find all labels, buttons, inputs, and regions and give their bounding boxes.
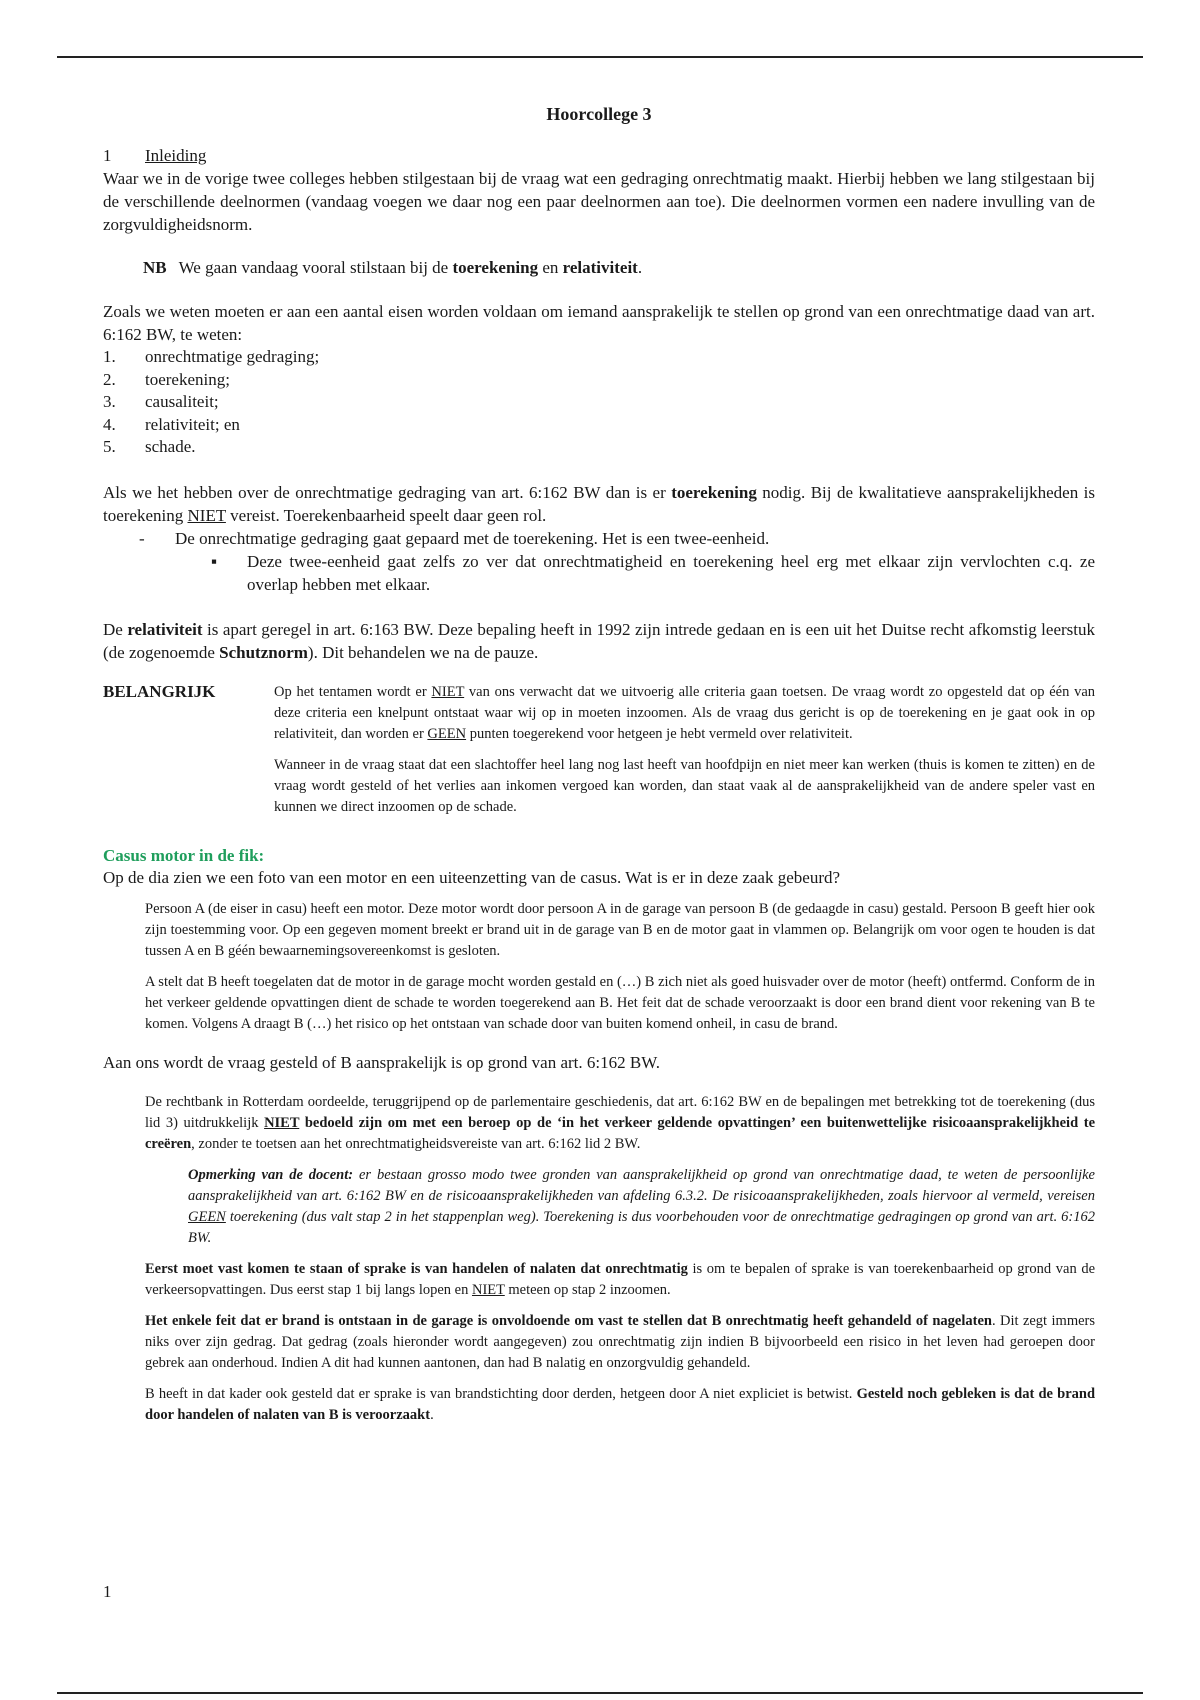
belangrijk-paragraph: Wanneer in de vraag staat dat een slachtoffer heel lang nog last heeft van hoofdpijn en niet meer kan werken (thuis is komen te zitten) en de vraag wordt gesteld of het verlies aan inkomen vergoed kan worden, dan staat vaak al de aansprakelijkheid van de andere speler vast en kunnen we direct inzoomen op de schade. bbox=[274, 756, 1095, 815]
footer-rule bbox=[57, 1692, 1143, 1694]
belangrijk-block bbox=[103, 682, 1095, 828]
nb-text: We gaan vandaag vooral stilstaan bij de bbox=[178, 258, 453, 277]
dash-bullet bbox=[139, 527, 1095, 550]
text-run: De bbox=[103, 619, 128, 639]
section-title: Inleiding bbox=[145, 146, 207, 165]
bold-run: relativiteit bbox=[127, 619, 203, 639]
section-number: 1 bbox=[103, 146, 112, 165]
nb-tag: NB bbox=[143, 258, 167, 277]
casus-paragraph: A stelt dat B heeft toegelaten dat de motor in de garage mocht worden gestald en (…) B zich niet als goed huisvader over de motor (heeft) ontfermd. Conform de in het verkeer geldende opvattingen dient de schade te worden toegerekend aan B. Het feit dat de schade veroorzaakt is door een brand dient voor rekening van B te komen. Volgens A draagt B (…) het risico op het ontstaan van schade door van buiten komend onheil, in casu de brand. bbox=[145, 973, 1095, 1032]
bullet-text: Deze twee-eenheid gaat zelfs zo ver dat onrechtmatigheid en toerekening heel erg met elkaar zijn vervlochten c.q. ze overlap hebben met elkaar. bbox=[247, 551, 1095, 594]
text-run: , zonder te toetsen aan het onrechtmatigheidsvereiste van art. 6:162 lid 2 BW. bbox=[191, 1135, 641, 1152]
casus-heading: Casus motor in de fik: bbox=[103, 845, 265, 865]
text-run: Op het tentamen wordt er bbox=[274, 683, 432, 700]
text-run: nodig. Bij de kwalitatieve aansprakelijkheden is toerekening bbox=[103, 482, 1095, 525]
belangrijk-paragraph bbox=[274, 682, 1095, 745]
belangrijk-body bbox=[274, 682, 1095, 828]
eerst-paragraph bbox=[145, 1259, 1095, 1301]
text-run: . bbox=[430, 1406, 434, 1423]
nb-bold-relativiteit: relativiteit bbox=[562, 258, 638, 277]
list-item bbox=[103, 346, 1095, 369]
nb-period: . bbox=[637, 258, 643, 277]
text-run: punten toegerekend voor hetgeen je hebt vermeld over relativiteit. bbox=[466, 725, 853, 742]
opmerking-paragraph bbox=[188, 1165, 1095, 1249]
list-item bbox=[103, 369, 1095, 392]
relativiteit-paragraph bbox=[103, 618, 1095, 664]
text-run: er bestaan grosso modo twee gronden van aansprakelijkheid op grond van onrechtmatige daad, te weten de persoonlijke aansprakelijkheid van art. 6:162 BW en de risicoaansprakelijkheden van afdeling 6.3.2. De risicoaansprakelijkheden, zoals hiervoor al vermeld, vereisen bbox=[188, 1166, 1095, 1204]
text-run: meteen op stap 2 inzoomen. bbox=[504, 1281, 671, 1298]
text-run: ). Dit behandelen we na de pauze. bbox=[307, 642, 539, 662]
square-bullet-icon: ▪ bbox=[211, 551, 218, 571]
nb-note bbox=[143, 258, 1095, 278]
text-run: Als we het hebben over de onrechtmatige gedraging van art. 6:162 BW dan is er bbox=[103, 482, 672, 502]
casus-quote bbox=[145, 899, 1095, 1035]
bold-run: toerekening bbox=[671, 482, 757, 502]
enkele-paragraph bbox=[145, 1311, 1095, 1374]
underlined-run: NIET bbox=[471, 1281, 505, 1298]
list-text: toerekening; bbox=[145, 369, 230, 389]
bold-run: bedoeld zijn om met een beroep op de ‘in het verkeer geldende opvattingen’ een buitenwettelijke risicoaansprakelijkheid te creëren bbox=[145, 1114, 1096, 1152]
list-item bbox=[103, 414, 1095, 437]
list-text: onrechtmatige gedraging; bbox=[145, 347, 320, 366]
casus-intro: Op de dia zien we een foto van een motor en een uiteenzetting van de casus. Wat is er in deze zaak gebeurd? bbox=[103, 867, 841, 887]
list-number: 5. bbox=[103, 437, 116, 456]
text-run: vereist. Toerekenbaarheid speelt daar geen rol. bbox=[225, 505, 547, 525]
underlined-run: GEEN bbox=[427, 725, 467, 742]
list-number: 1. bbox=[103, 347, 116, 366]
text-run: toerekening (dus valt stap 2 in het stappenplan weg). Toerekening is dus voorbehouden voor de onrechtmatige gedragingen op grond van art. 6:162 BW. bbox=[188, 1208, 1095, 1246]
opmerking-label: Opmerking van de docent: bbox=[188, 1166, 354, 1183]
list-item bbox=[103, 391, 1095, 414]
list-number: 2. bbox=[103, 369, 116, 389]
requirements-intro: Zoals we weten moeten er aan een aantal eisen worden voldaan om iemand aansprakelijk te stellen op grond van een onrechtmatige daad van art. 6:162 BW, te weten: bbox=[103, 302, 1095, 344]
analysis-block-2 bbox=[145, 1259, 1095, 1426]
text-run: is apart geregel in art. 6:163 BW. Deze bepaling heeft in 1992 zijn intrede gedaan en is een uit het Duitse recht afkomstig leerstuk (de zogenoemde bbox=[103, 619, 1095, 662]
list-number: 3. bbox=[103, 392, 116, 411]
toerekening-paragraph bbox=[103, 481, 1095, 527]
analysis-block bbox=[145, 1092, 1095, 1155]
belangrijk-label: BELANGRIJK bbox=[103, 681, 216, 701]
list-number: 4. bbox=[103, 414, 116, 434]
underlined-run: NIET bbox=[431, 683, 465, 700]
underlined-run: NIET bbox=[187, 505, 226, 525]
text-run: is om te bepalen of sprake is van toerekenbaarheid op grond van de verkeersopvattingen. Dus eerst stap 1 bij langs lopen en bbox=[145, 1260, 1095, 1298]
bold-run: Het enkele feit dat er brand is ontstaan in de garage is onvoldoende om vast te stellen dat B onrechtmatig heeft gehandeld of nagelaten bbox=[145, 1312, 992, 1329]
bold-underlined-run: NIET bbox=[264, 1114, 300, 1131]
document-page bbox=[103, 104, 1095, 1436]
list-text: causaliteit; bbox=[145, 392, 219, 411]
text-run: van ons verwacht dat we uitvoerig alle criteria gaan toetsen. De vraag wordt zo opgesteld dat op één van deze criteria een knelpunt ontstaat waar wij op in moeten inzoomen. Als de vraag dus gericht is op de toerekening en je gaat ook in op relativiteit, dan worden er bbox=[274, 683, 1096, 742]
requirements-list bbox=[103, 346, 1095, 459]
underlined-run: GEEN bbox=[188, 1208, 226, 1225]
section-heading bbox=[103, 145, 1095, 167]
document-title: Hoorcollege 3 bbox=[546, 104, 652, 124]
nb-bold-toerekening: toerekening bbox=[452, 258, 539, 277]
brandstichting-paragraph bbox=[145, 1384, 1095, 1426]
list-text: schade. bbox=[145, 437, 196, 456]
list-item bbox=[103, 436, 1095, 459]
dash-marker: - bbox=[139, 528, 145, 548]
intro-paragraph: Waar we in de vorige twee colleges hebben stilgestaan bij de vraag wat een gedraging onrechtmatig maakt. Hierbij hebben we lang stilgestaan bij de verschillende deelnormen (vandaag voegen we daar nog een paar deelnormen aan toe). Die deelnormen vormen een nadere invulling van de zorgvuldigheidsnorm. bbox=[103, 169, 1095, 234]
bold-run: Gesteld noch gebleken is dat de brand door handelen of nalaten van B is veroorzaakt bbox=[145, 1385, 1096, 1423]
nb-text-and: en bbox=[538, 258, 563, 277]
bold-run: Schutznorm bbox=[219, 642, 308, 662]
header-rule bbox=[57, 56, 1143, 58]
text-run: . Dit zegt immers niks over zijn gedrag. Dat gedrag (zoals hieronder wordt aangegeven) zou onrechtmatig zijn indien B bijvoorbeeld een risico in het leven had geroepen door gebrek aan onderhoud. Indien A dit had kunnen aantonen, dan had B nalatig en onzorgvuldig gehandeld. bbox=[145, 1312, 1095, 1371]
text-run: B heeft in dat kader ook gesteld dat er sprake is van brandstichting door derden, hetgeen door A niet expliciet is betwist. bbox=[145, 1385, 857, 1402]
list-text: relativiteit; en bbox=[145, 414, 240, 434]
rechtbank-paragraph bbox=[145, 1092, 1095, 1155]
square-bullet bbox=[211, 550, 1095, 596]
opmerking-block bbox=[188, 1165, 1095, 1249]
bold-run: Eerst moet vast komen te staan of sprake is van handelen of nalaten dat onrechtmatig bbox=[145, 1260, 688, 1277]
casus-paragraph: Persoon A (de eiser in casu) heeft een motor. Deze motor wordt door persoon A in de garage van persoon B (de gedaagde in casu) gestald. Persoon B geeft hier ook zijn toestemming voor. Op een gegeven moment breekt er brand uit in de garage van B en de motor gaat in vlammen op. Belangrijk om voor ogen te houden is dat tussen A en B géén bewaarnemingsovereenkomst is gesloten. bbox=[145, 900, 1095, 959]
casus-question: Aan ons wordt de vraag gesteld of B aansprakelijk is op grond van art. 6:162 BW. bbox=[103, 1052, 660, 1072]
bullet-text: De onrechtmatige gedraging gaat gepaard met de toerekening. Het is een twee-eenheid. bbox=[175, 528, 770, 548]
page-number: 1 bbox=[103, 1582, 112, 1601]
text-run: De rechtbank in Rotterdam oordeelde, teruggrijpend op de parlementaire geschiedenis, dat art. 6:162 BW en de bepalingen met betrekking tot de toerekening (dus lid 3) uitdrukkelijk bbox=[145, 1093, 1095, 1131]
